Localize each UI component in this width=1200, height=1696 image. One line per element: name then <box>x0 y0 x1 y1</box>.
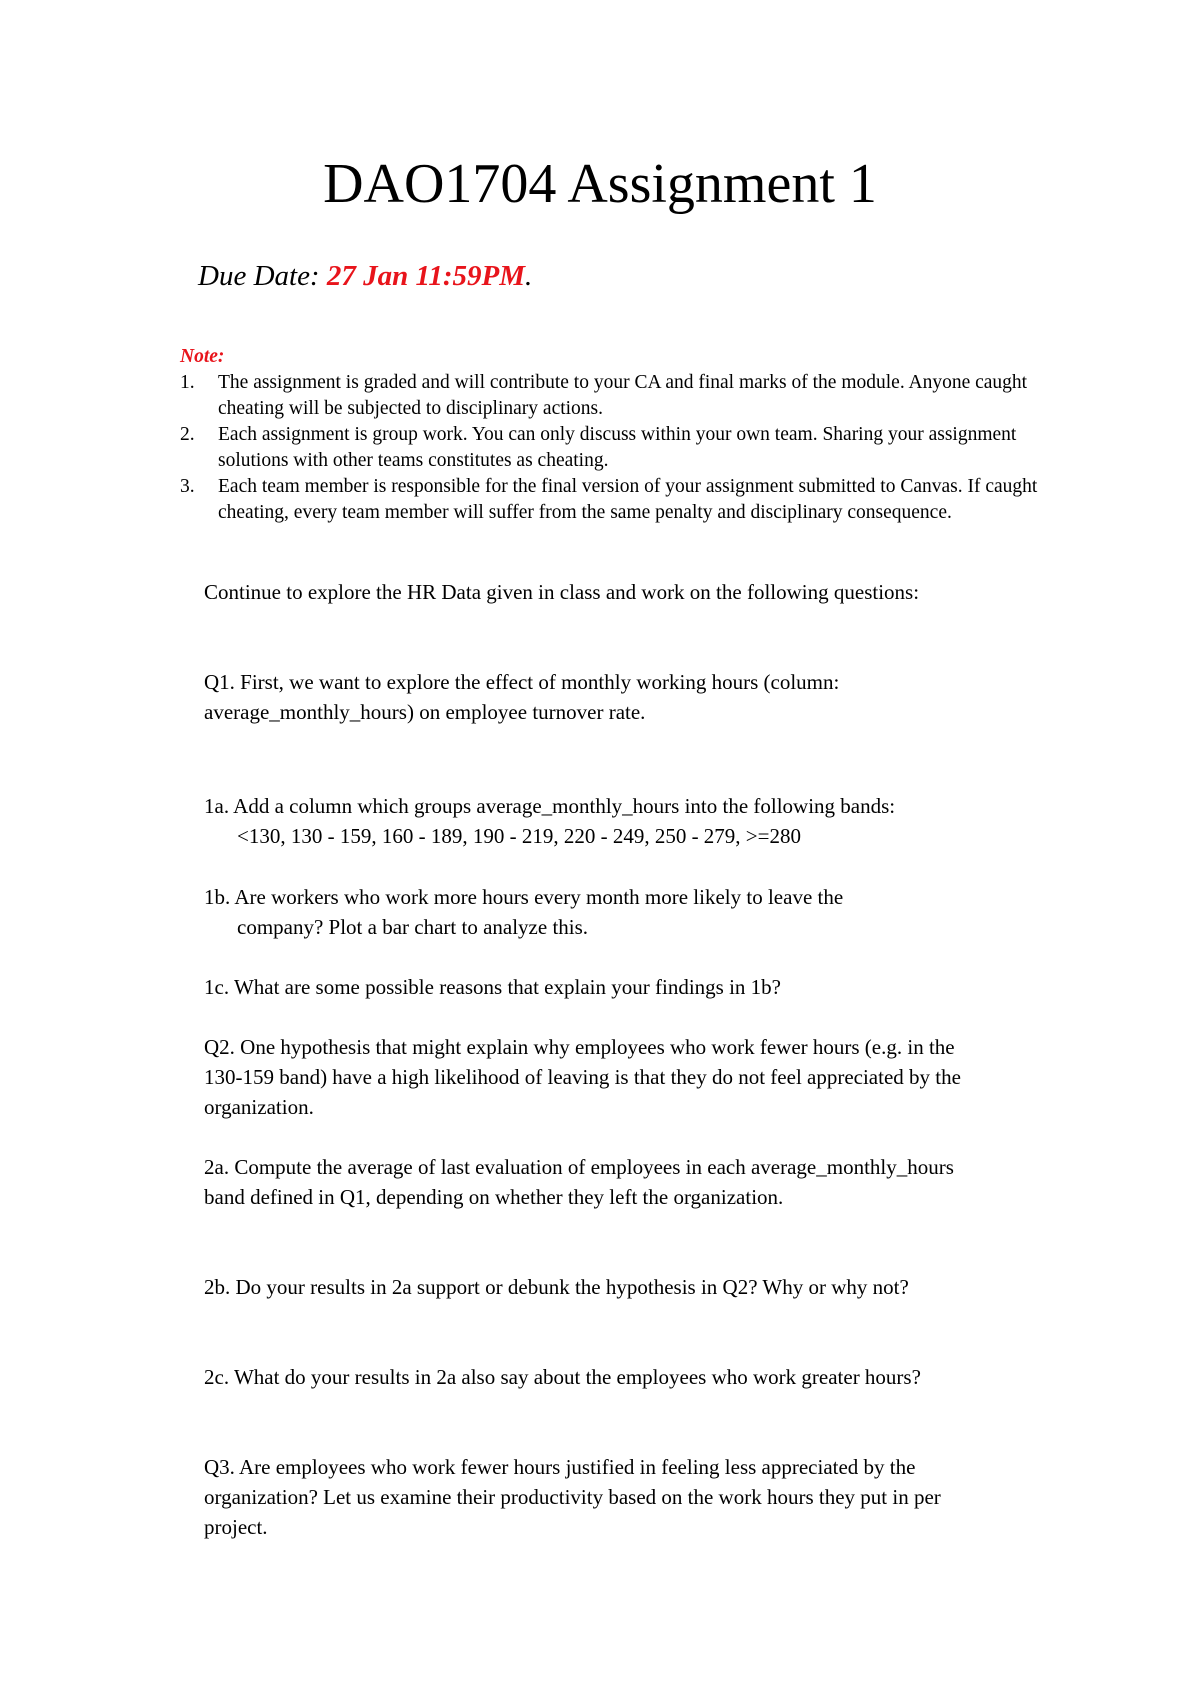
question-2c-text: 2c. What do your results in 2a also say about the employees who work greater hours? <box>204 1365 921 1389</box>
note-item-text: Each assignment is group work. You can only discuss within your own team. Sharing your assignment solutions with other teams constitutes as cheating. <box>218 424 1017 471</box>
due-date-label: Due Date: <box>198 260 327 292</box>
note-item-text: Each team member is responsible for the final version of your assignment submitted to Canvas. If caught cheating, every team member will suffer from the same penalty and disciplinary consequence. <box>218 476 1038 523</box>
note-list <box>180 370 1040 526</box>
question-1b-line1: 1b. Are workers who work more hours every month more likely to leave the <box>204 885 844 909</box>
question-1c-text: 1c. What are some possible reasons that explain your findings in 1b? <box>204 975 781 999</box>
due-date-value: 27 Jan 11:59PM <box>326 260 526 292</box>
due-date-suffix: . <box>525 260 533 292</box>
document-title: DAO1704 Assignment 1 <box>323 153 877 215</box>
note-item-text: The assignment is graded and will contribute to your CA and final marks of the module. Anyone caught cheating will be subjected to disciplinary actions. <box>218 372 1028 419</box>
intro-text: Continue to explore the HR Data given in class and work on the following questions: <box>204 580 920 604</box>
question-1a-line1: 1a. Add a column which groups average_monthly_hours into the following bands: <box>204 794 896 818</box>
question-1b <box>204 882 984 942</box>
question-1a <box>204 791 984 851</box>
question-1c <box>204 972 984 1002</box>
question-2 <box>204 1032 984 1122</box>
note-section <box>180 344 1040 526</box>
note-item-number: 1. <box>180 372 195 393</box>
question-1a-line2: <130, 130 - 159, 160 - 189, 190 - 219, 220 - 249, 250 - 279, >=280 <box>237 824 801 848</box>
note-item <box>180 370 1040 422</box>
question-3 <box>204 1452 984 1542</box>
question-3-text: Q3. Are employees who work fewer hours justified in feeling less appreciated by the organization? Let us examine their productivity based on the work hours they put in per project. <box>204 1455 941 1539</box>
question-2b <box>204 1272 984 1302</box>
note-item-number: 2. <box>180 424 195 445</box>
question-2b-text: 2b. Do your results in 2a support or debunk the hypothesis in Q2? Why or why not? <box>204 1275 909 1299</box>
note-label: Note: <box>180 346 225 367</box>
intro-paragraph <box>204 577 984 607</box>
note-item <box>180 474 1040 526</box>
note-item <box>180 422 1040 474</box>
question-1b-line2: company? Plot a bar chart to analyze this. <box>237 915 589 939</box>
question-2-text: Q2. One hypothesis that might explain why employees who work fewer hours (e.g. in the 130-159 band) have a high likelihood of leaving is that they do not feel appreciated by the organization. <box>204 1035 961 1119</box>
question-1-text: Q1. First, we want to explore the effect of monthly working hours (column: average_monthly_hours) on employee turnover rate. <box>204 670 840 724</box>
question-2c <box>204 1362 984 1392</box>
due-date <box>198 258 532 294</box>
question-2a-text: 2a. Compute the average of last evaluation of employees in each average_monthly_hours band defined in Q1, depending on whether they left the organization. <box>204 1155 954 1209</box>
question-1 <box>204 667 984 727</box>
question-2a <box>204 1152 984 1212</box>
note-item-number: 3. <box>180 476 195 497</box>
